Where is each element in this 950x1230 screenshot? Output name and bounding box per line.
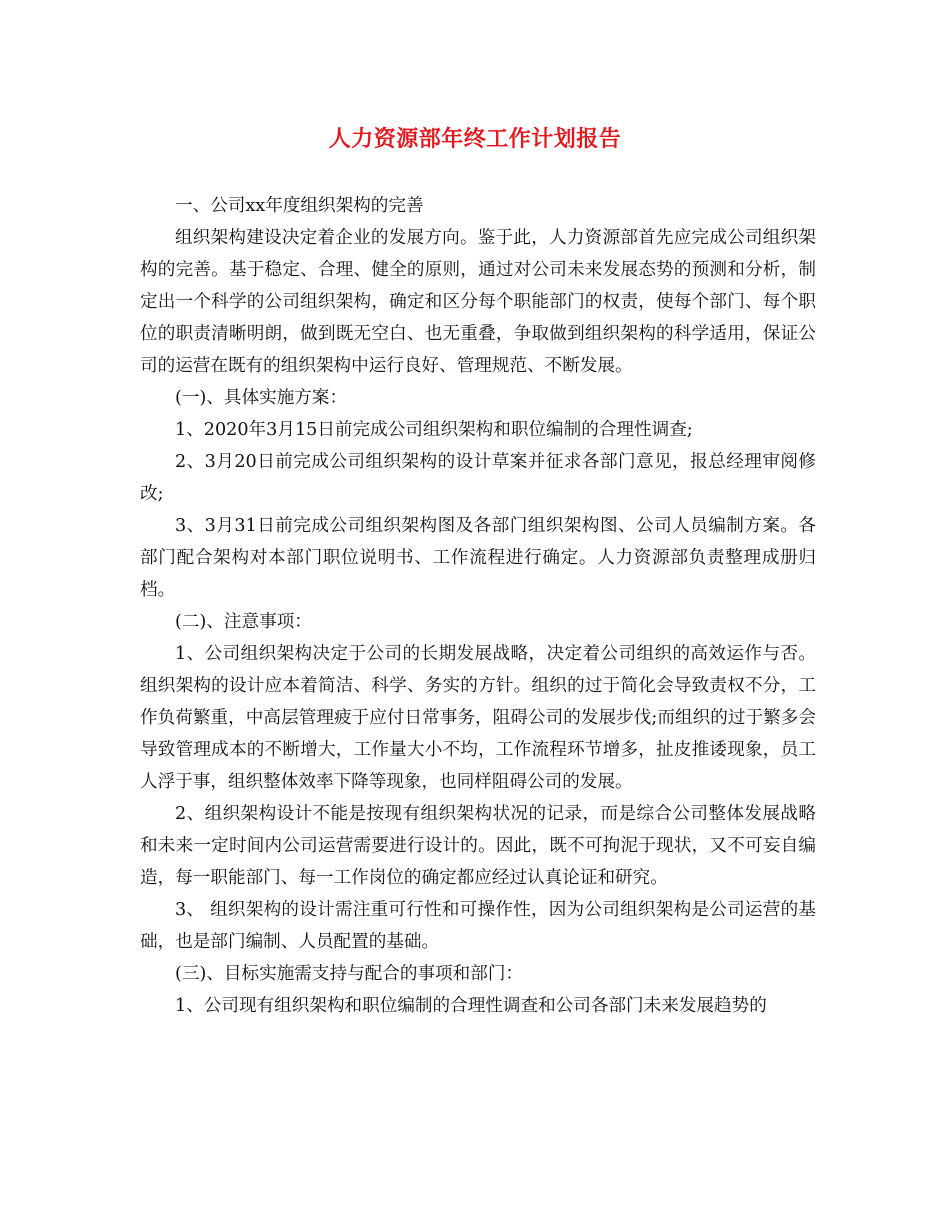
list-item: 1、公司现有组织架构和职位编制的合理性调查和公司各部门未来发展趋势的 — [175, 996, 767, 1016]
document-title: 人力资源部年终工作计划报告 — [328, 126, 622, 152]
subsection-heading-notes: (二)、注意事项： — [175, 612, 312, 632]
paragraph-intro: 组织架构建设决定着企业的发展方向。鉴于此，人力资源部首先应完成公司组织架构的完善。基于稳定、合理、健全的原则，通过对公司未来发展态势的预测和分析，制定出一个科学的公司组织架构，确定和区分每个职能部门的权责，使每个部门、每个职位的职责清晰明朗，做到既无空白、也无重叠，争取做到组织架构的科学适用，保证公司的运营在既有的组织架构中运行良好、管理规范、不断发展。 — [140, 228, 816, 376]
list-item: 2、组织架构设计不能是按现有组织架构状况的记录，而是综合公司整体发展战略和未来一定时间内公司运营需要进行设计的。因此，既不可拘泥于现状，又不可妄自编造，每一职能部门、每一工作岗位的确定都应经过认真论证和研究。 — [140, 804, 816, 888]
subsection-heading-support: (三)、目标实施需支持与配合的事项和部门： — [175, 964, 524, 984]
list-item: 3、 组织架构的设计需注重可行性和可操作性，因为公司组织架构是公司运营的基础，也是部门编制、人员配置的基础。 — [140, 900, 816, 952]
subsection-heading-implementation: (一)、具体实施方案： — [175, 388, 348, 408]
section-heading-1: 一、公司xx年度组织架构的完善 — [175, 196, 424, 216]
list-item: 1、公司组织架构决定于公司的长期发展战略，决定着公司组织的高效运作与否。组织架构的设计应本着简洁、科学、务实的方针。组织的过于简化会导致责权不分，工作负荷繁重，中高层管理疲于应付日常事务，阻碍公司的发展步伐;而组织的过于繁多会导致管理成本的不断增大，工作量大小不均，工作流程环节增多，扯皮推诿现象，员工人浮于事，组织整体效率下降等现象，也同样阻碍公司的发展。 — [140, 644, 816, 792]
list-item: 1、2020年3月15日前完成公司组织架构和职位编制的合理性调查; — [175, 420, 693, 440]
list-item: 2、3月20日前完成公司组织架构的设计草案并征求各部门意见，报总经理审阅修改; — [140, 452, 816, 504]
list-item: 3、3月31日前完成公司组织架构图及各部门组织架构图、公司人员编制方案。各部门配合架构对本部门职位说明书、工作流程进行确定。人力资源部负责整理成册归档。 — [140, 516, 816, 600]
document-body — [140, 190, 816, 1022]
